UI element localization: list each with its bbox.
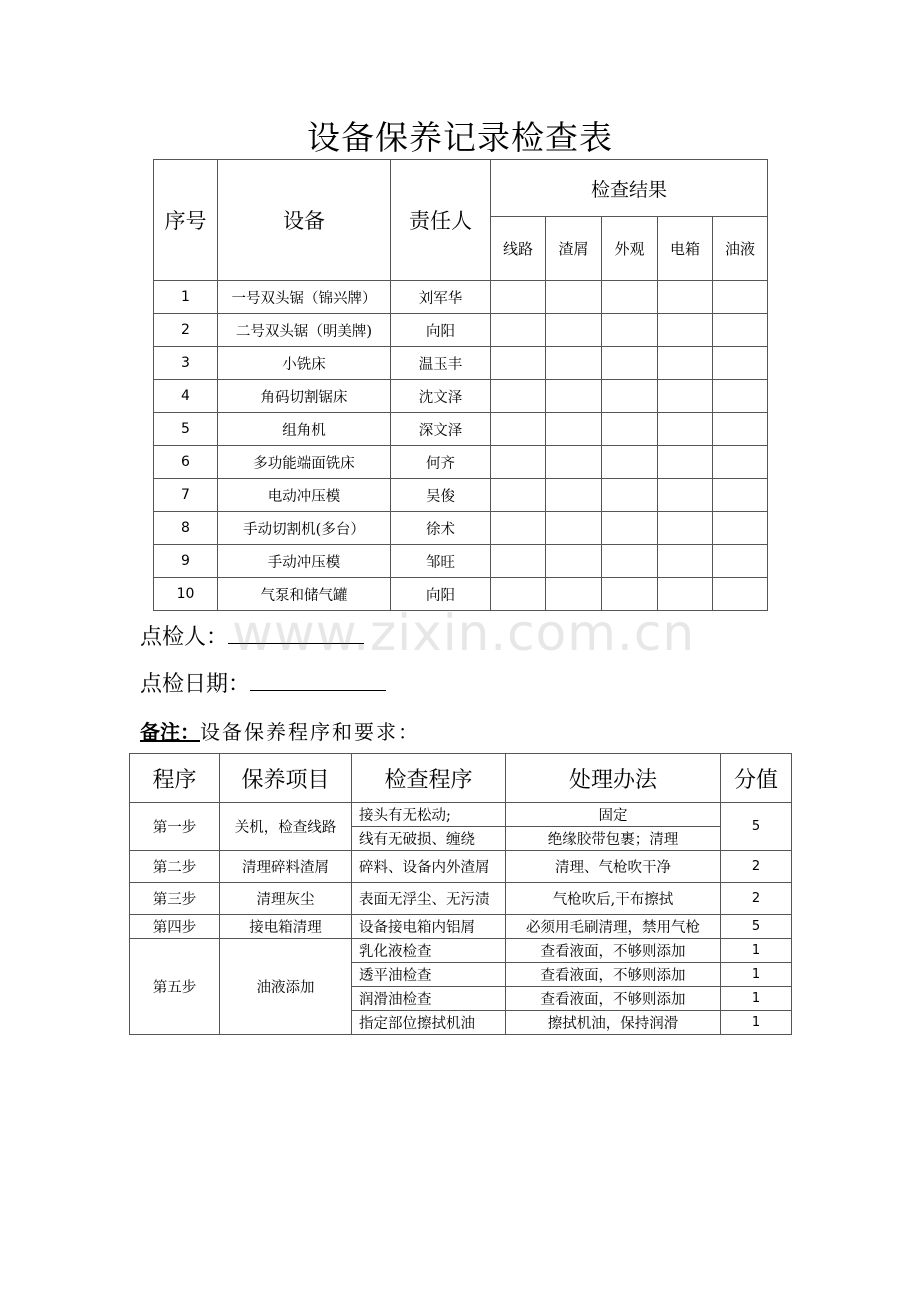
proc-method: 清理、气枪吹干净	[506, 851, 721, 883]
proc-step: 第二步	[130, 851, 220, 883]
result-cell-debris[interactable]	[546, 413, 602, 446]
inspector-label: 点检人：	[140, 625, 229, 650]
proc-score: 2	[721, 883, 792, 915]
row-owner: 徐术	[391, 512, 491, 545]
proc-score: 5	[721, 803, 792, 851]
row-equipment: 多功能端面铣床	[218, 446, 391, 479]
record-row	[154, 413, 768, 446]
result-cell-oil[interactable]	[713, 347, 768, 380]
proc-method: 查看液面，不够则添加	[506, 963, 721, 987]
row-owner: 深文泽	[391, 413, 491, 446]
row-seq: 4	[154, 380, 218, 413]
result-cell-debris[interactable]	[546, 479, 602, 512]
proc-method: 气枪吹后,干布擦拭	[506, 883, 721, 915]
record-row	[154, 479, 768, 512]
result-cell-appearance[interactable]	[602, 413, 658, 446]
proc-score: 1	[721, 963, 792, 987]
header-check-oil: 油液	[713, 217, 768, 281]
result-cell-oil[interactable]	[713, 413, 768, 446]
result-cell-oil[interactable]	[713, 281, 768, 314]
result-cell-appearance[interactable]	[602, 479, 658, 512]
proc-check: 线有无破损、缠绕	[352, 827, 506, 851]
proc-step: 第四步	[130, 915, 220, 939]
note-text: 设备保养程序和要求：	[200, 720, 420, 744]
proc-step: 第一步	[130, 803, 220, 851]
watermark: www.zixin.com.cn	[232, 604, 696, 662]
row-equipment: 一号双头锯（锦兴牌）	[218, 281, 391, 314]
result-cell-wiring[interactable]	[491, 479, 546, 512]
record-row	[154, 446, 768, 479]
header-equipment: 设备	[218, 160, 391, 281]
proc-score: 5	[721, 915, 792, 939]
row-owner: 何齐	[391, 446, 491, 479]
record-row	[154, 347, 768, 380]
proc-check: 设备接电箱内铝屑	[352, 915, 506, 939]
date-blank[interactable]	[250, 670, 386, 691]
row-owner: 沈文泽	[391, 380, 491, 413]
proc-item: 接电箱清理	[220, 915, 352, 939]
note-label: 备注：	[140, 720, 200, 744]
proc-header-score: 分值	[721, 754, 792, 803]
result-cell-oil[interactable]	[713, 578, 768, 611]
proc-check: 润滑油检查	[352, 987, 506, 1011]
proc-header-method: 处理办法	[506, 754, 721, 803]
result-cell-appearance[interactable]	[602, 512, 658, 545]
result-cell-appearance[interactable]	[602, 347, 658, 380]
row-seq: 3	[154, 347, 218, 380]
proc-check: 透平油检查	[352, 963, 506, 987]
result-cell-electric-box[interactable]	[658, 512, 713, 545]
result-cell-electric-box[interactable]	[658, 314, 713, 347]
proc-check: 碎料、设备内外渣屑	[352, 851, 506, 883]
result-cell-debris[interactable]	[546, 314, 602, 347]
result-cell-oil[interactable]	[713, 380, 768, 413]
proc-method: 查看液面，不够则添加	[506, 939, 721, 963]
proc-check: 接头有无松动;	[352, 803, 506, 827]
result-cell-electric-box[interactable]	[658, 413, 713, 446]
row-owner: 刘军华	[391, 281, 491, 314]
result-cell-oil[interactable]	[713, 545, 768, 578]
result-cell-debris[interactable]	[546, 281, 602, 314]
row-seq: 6	[154, 446, 218, 479]
proc-item: 油液添加	[220, 939, 352, 1035]
result-cell-wiring[interactable]	[491, 380, 546, 413]
result-cell-electric-box[interactable]	[658, 347, 713, 380]
header-result: 检查结果	[491, 160, 768, 217]
row-equipment: 小铣床	[218, 347, 391, 380]
result-cell-electric-box[interactable]	[658, 380, 713, 413]
proc-method: 固定	[506, 803, 721, 827]
result-cell-oil[interactable]	[713, 446, 768, 479]
result-cell-oil[interactable]	[713, 512, 768, 545]
proc-score: 1	[721, 1011, 792, 1035]
row-owner: 吴俊	[391, 479, 491, 512]
row-seq: 7	[154, 479, 218, 512]
proc-step: 第五步	[130, 939, 220, 1035]
proc-header-check: 检查程序	[352, 754, 506, 803]
row-seq: 9	[154, 545, 218, 578]
proc-check: 乳化液检查	[352, 939, 506, 963]
note	[140, 716, 420, 745]
result-cell-wiring[interactable]	[491, 446, 546, 479]
row-owner: 向阳	[391, 314, 491, 347]
row-seq: 2	[154, 314, 218, 347]
result-cell-appearance[interactable]	[602, 446, 658, 479]
proc-item: 清理碎料渣屑	[220, 851, 352, 883]
record-row	[154, 281, 768, 314]
header-check-wiring: 线路	[491, 217, 546, 281]
result-cell-wiring[interactable]	[491, 281, 546, 314]
record-row	[154, 380, 768, 413]
proc-method: 擦拭机油，保持润滑	[506, 1011, 721, 1035]
record-row	[154, 314, 768, 347]
record-table	[153, 159, 768, 611]
row-seq: 5	[154, 413, 218, 446]
proc-item: 清理灰尘	[220, 883, 352, 915]
row-equipment: 组角机	[218, 413, 391, 446]
result-cell-wiring[interactable]	[491, 347, 546, 380]
result-cell-appearance[interactable]	[602, 314, 658, 347]
date-line	[140, 667, 386, 698]
row-equipment: 二号双头锯（明美牌)	[218, 314, 391, 347]
record-row	[154, 512, 768, 545]
proc-method: 查看液面，不够则添加	[506, 987, 721, 1011]
result-cell-electric-box[interactable]	[658, 545, 713, 578]
proc-score: 1	[721, 987, 792, 1011]
header-owner: 责任人	[391, 160, 491, 281]
row-equipment: 电动冲压模	[218, 479, 391, 512]
result-cell-debris[interactable]	[546, 446, 602, 479]
row-seq: 1	[154, 281, 218, 314]
row-equipment: 气泵和储气罐	[218, 578, 391, 611]
result-cell-oil[interactable]	[713, 314, 768, 347]
header-check-electric-box: 电箱	[658, 217, 713, 281]
procedure-table	[129, 753, 792, 1035]
result-cell-appearance[interactable]	[602, 380, 658, 413]
row-owner: 向阳	[391, 578, 491, 611]
row-equipment: 手动切割机(多台）	[218, 512, 391, 545]
row-equipment: 手动冲压模	[218, 545, 391, 578]
proc-score: 1	[721, 939, 792, 963]
proc-score: 2	[721, 851, 792, 883]
proc-check: 表面无浮尘、无污渍	[352, 883, 506, 915]
row-owner: 温玉丰	[391, 347, 491, 380]
page-title: 设备保养记录检查表	[307, 118, 613, 157]
result-cell-debris[interactable]	[546, 347, 602, 380]
result-cell-electric-box[interactable]	[658, 479, 713, 512]
proc-method: 绝缘胶带包裹；清理	[506, 827, 721, 851]
result-cell-appearance[interactable]	[602, 281, 658, 314]
row-equipment: 角码切割锯床	[218, 380, 391, 413]
record-row	[154, 545, 768, 578]
result-cell-electric-box[interactable]	[658, 281, 713, 314]
result-cell-debris[interactable]	[546, 512, 602, 545]
proc-header-item: 保养项目	[220, 754, 352, 803]
result-cell-appearance[interactable]	[602, 545, 658, 578]
header-check-appearance: 外观	[602, 217, 658, 281]
header-check-debris: 渣屑	[546, 217, 602, 281]
header-seq: 序号	[154, 160, 218, 281]
row-seq: 8	[154, 512, 218, 545]
result-cell-electric-box[interactable]	[658, 446, 713, 479]
proc-header-step: 程序	[130, 754, 220, 803]
proc-item: 关机，检查线路	[220, 803, 352, 851]
row-seq: 10	[154, 578, 218, 611]
result-cell-oil[interactable]	[713, 479, 768, 512]
result-cell-wiring[interactable]	[491, 512, 546, 545]
proc-check: 指定部位擦拭机油	[352, 1011, 506, 1035]
result-cell-debris[interactable]	[546, 380, 602, 413]
row-owner: 邹旺	[391, 545, 491, 578]
result-cell-wiring[interactable]	[491, 413, 546, 446]
proc-method: 必须用毛刷清理，禁用气枪	[506, 915, 721, 939]
result-cell-wiring[interactable]	[491, 545, 546, 578]
proc-step: 第三步	[130, 883, 220, 915]
result-cell-wiring[interactable]	[491, 314, 546, 347]
date-label: 点检日期：	[140, 672, 251, 697]
result-cell-debris[interactable]	[546, 545, 602, 578]
